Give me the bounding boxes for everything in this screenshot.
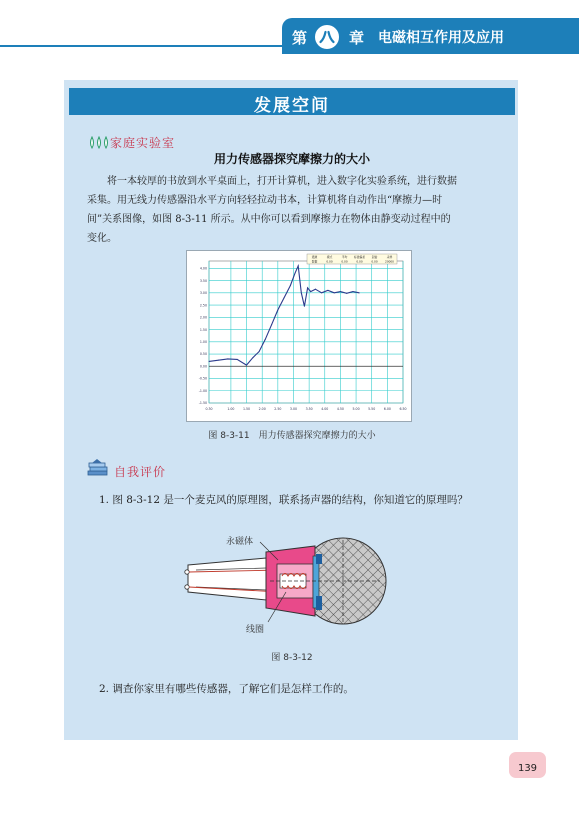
legend-header-cell: 标准偏差 [353, 255, 366, 259]
y-tick-label: 0.50 [199, 352, 207, 357]
data-point [227, 358, 228, 359]
chart-svg [187, 251, 411, 421]
data-point [321, 292, 322, 293]
paragraph-line: 采集。用无线力传感器沿水平方向轻轻拉动书本，计算机将自动作出“摩擦力—时 [87, 195, 443, 206]
data-point [359, 292, 360, 293]
y-tick-label: -1.50 [198, 401, 207, 406]
chapter-header [0, 0, 579, 58]
x-tick-label: 2.50 [274, 407, 282, 411]
data-point [209, 361, 210, 362]
legend-value-cell: 0.00 [341, 259, 348, 264]
header-zhang: 章 [349, 29, 365, 47]
data-point [307, 287, 308, 288]
data-point [301, 292, 302, 293]
data-point [310, 291, 311, 292]
chapter-title: 电磁相互作用及应用 [378, 30, 504, 46]
legend-value-cell: 0.00 [371, 259, 378, 264]
y-tick-label: 3.00 [199, 291, 207, 296]
y-tick-label: 3.50 [199, 278, 207, 283]
paragraph-line: 将一本较厚的书放到水平桌面上，打开计算机，进入数字化实验系统，进行数据 [107, 176, 457, 187]
x-tick-label: 5.00 [352, 407, 360, 411]
y-tick-label: 0.00 [199, 364, 207, 369]
data-point [271, 324, 272, 325]
data-point [284, 297, 285, 298]
data-point [290, 285, 291, 286]
data-point [315, 289, 316, 290]
data-point [246, 365, 247, 366]
figure-caption-8-3-12: 图 8-3-12 [271, 653, 313, 663]
data-point [218, 360, 219, 361]
figure-caption-8-3-11: 图 8-3-11 用力传感器探究摩擦力的大小 [208, 431, 376, 441]
legend-header-cell: 起始 [371, 255, 378, 259]
plot-area [209, 261, 403, 403]
data-point [252, 357, 253, 358]
legend-value-cell: 0.00 [326, 259, 333, 264]
microphone-diagram [180, 530, 394, 640]
x-tick-label: 6.00 [383, 407, 391, 411]
label-magnet: 永磁体 [226, 537, 254, 547]
book-stack-icon [86, 458, 110, 478]
question-2: 2. 调查你家里有哪些传感器，了解它们是怎样工作的。 [99, 683, 354, 695]
data-point [327, 290, 328, 291]
label-coil: 线圈 [246, 625, 265, 635]
experiment-paragraph [87, 172, 497, 248]
question-1: 1. 图 8-3-12 是一个麦克风的原理图，联系扬声器的结构，你知道它的原理吗？ [99, 494, 468, 506]
microphone-svg [180, 530, 394, 640]
experiment-title: 用力传感器探究摩擦力的大小 [213, 152, 370, 166]
legend-header-cell: 平均 [341, 255, 348, 259]
data-point [340, 291, 341, 292]
x-tick-label: 3.00 [289, 407, 298, 411]
section-label-self-eval: 自我评价 [114, 465, 167, 479]
y-tick-label: 2.00 [199, 315, 207, 320]
friction-time-chart [186, 250, 412, 422]
terminal [185, 570, 189, 574]
y-tick-label: 4.00 [199, 266, 207, 271]
x-tick-label: 4.50 [336, 407, 344, 411]
data-point [304, 306, 305, 307]
x-tick-label: 2.00 [258, 407, 266, 411]
x-tick-label: 6.50 [399, 407, 407, 411]
banner-title: 发展空间 [254, 96, 330, 116]
legend-box [307, 254, 397, 264]
data-point [259, 351, 260, 352]
chapter-number-badge [314, 24, 340, 50]
section-label-home-lab: 家庭实验室 [110, 136, 176, 150]
y-tick-label: 1.00 [199, 339, 207, 344]
data-point [298, 265, 299, 266]
page-number: 139 [517, 763, 538, 774]
data-point [352, 291, 353, 292]
legend-value-cell: 数据 [311, 259, 318, 264]
x-tick-label: 1.50 [242, 407, 251, 411]
legend-value-cell: 0.00 [356, 259, 363, 264]
data-point [295, 273, 296, 274]
x-tick-label: 1.00 [227, 407, 235, 411]
legend-value-cell: 20000 [385, 259, 394, 264]
y-tick-label: -1.00 [198, 388, 207, 393]
data-point [334, 292, 335, 293]
x-tick-label: 4.00 [321, 407, 329, 411]
y-tick-label: 2.50 [199, 303, 207, 308]
legend-header-cell: 通道 [311, 255, 318, 259]
data-point [346, 293, 347, 294]
paragraph-line: 变化。 [87, 233, 117, 244]
data-point [237, 359, 238, 360]
y-tick-label: 1.50 [199, 327, 207, 332]
legend-header-cell: 模式 [326, 255, 333, 259]
legend-header-cell: 采样 [386, 255, 393, 259]
water-drops-icon [88, 136, 112, 150]
data-point [277, 309, 278, 310]
x-tick-label: 3.50 [305, 407, 313, 411]
paragraph-line: 间”关系图像，如图 8-3-11 所示。从中你可以看到摩擦力在物体由静变动过程中的 [87, 214, 451, 225]
header-di: 第 [292, 29, 308, 47]
x-tick-label: 5.50 [368, 407, 376, 411]
chapter-eight-glyph [318, 28, 336, 46]
data-point [265, 339, 266, 340]
y-tick-label: -0.50 [198, 376, 207, 381]
x-tick-label: 0.30 [205, 407, 213, 411]
section-banner [69, 88, 515, 115]
terminal [185, 585, 189, 589]
